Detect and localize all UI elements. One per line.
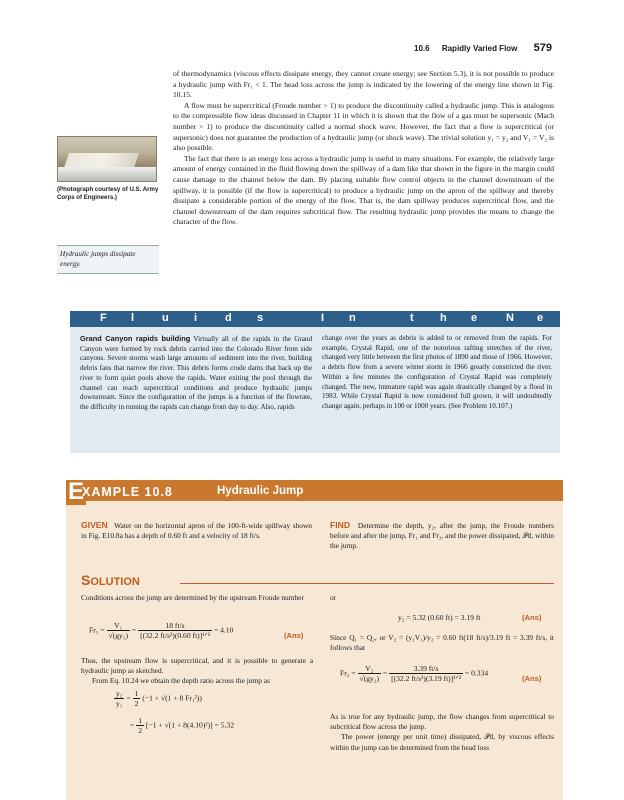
fr2-denominator-1: √(gy₂) — [359, 674, 379, 683]
depth-ratio-equation: $\frac{\text{y₂}}{\text{y₁}}$ = $\frac{1}{2}$ (−1 + √(1 + 8 Fr₁²)) — [116, 689, 202, 708]
fr1-fraction-1 — [107, 621, 130, 640]
since-text: Since Q₁ = Q₂, or V₂ = (y₁V₁)/y₂ = 0.60 ft(18 ft/s)/3.19 ft = 3.39 ft/s, it follows that — [330, 633, 554, 653]
depth-ratio-denominator: y₁ — [116, 699, 123, 708]
banner-letter: t — [410, 312, 414, 324]
body-text — [173, 69, 554, 228]
fr2-answer-tag: (Ans) — [522, 674, 542, 683]
solution-right-text — [330, 712, 554, 753]
example-big-letter: E — [68, 478, 85, 505]
half-denominator: 2 — [138, 726, 142, 735]
banner-letter: e — [471, 312, 478, 324]
fr2-fraction-1 — [358, 664, 381, 683]
depth-equation-1: (−1 + √(1 + 8 Fr₁²)) — [142, 693, 202, 703]
find-text: Determine the depth, y₂, after the jump, the Froude numbers before and after the jump, Fr₁ and Fr₂, and the power dissipated, 𝒫d, within the jump. — [330, 521, 554, 551]
depth-ratio-equation-2: = $\frac{1}{2}$ [−1 + √(1 + 8(4.10)²)] = 5.32 — [130, 716, 235, 735]
depth-ratio-numerator: y₂ — [116, 689, 123, 698]
section-number: 10.6 — [414, 44, 430, 53]
banner-letter: F — [100, 312, 107, 324]
news-column-1 — [80, 334, 312, 413]
solution-heading — [81, 572, 140, 588]
solution-paragraph-2: Thus, the upstream flow is supercritical, and it is possible to generate a hydraulic jump as sketched. — [81, 656, 313, 676]
half-fraction-2 — [136, 716, 144, 735]
banner-letter: d — [225, 312, 232, 324]
solution-rest: OLUTION — [90, 576, 140, 588]
fr1-answer-tag: (Ans) — [284, 631, 304, 640]
banner-letter: u — [162, 312, 169, 324]
fr1-result: = 4.10 — [213, 625, 234, 635]
half-fraction — [133, 689, 141, 708]
solution-text-2 — [81, 656, 313, 687]
given-section — [81, 520, 312, 541]
example-label: XAMPLE 10.8 — [82, 485, 173, 499]
page-number: 579 — [533, 42, 552, 54]
solution-right-paragraph-3: The power (energy per unit time) dissipated, 𝒫d, by viscous effects within the jump can be determined from the head loss — [330, 732, 554, 752]
solution-intro: Conditions across the jump are determined by the upstream Froude number — [81, 593, 304, 602]
depth-ratio-fraction — [114, 689, 124, 708]
half-denominator: 2 — [134, 699, 139, 708]
body-paragraph-1: of thermodynamics (viscous effects dissipate energy, they cannot create energy; see Section 5.3), it is not possible to produce a hydraulic jump with Fr₁ < 1. The head loss across the jump is indicated by the lowering of the energy line shown in Fig. 10.15. — [173, 69, 554, 100]
banner-letter: l — [131, 312, 135, 324]
fr2-denominator-2: [(32.2 ft/s²)(3.19 ft)]¹ᐟ² — [391, 674, 462, 683]
banner-letter: N — [506, 312, 514, 324]
banner-letter: h — [440, 312, 447, 324]
fr1-denominator-2: [(32.2 ft/s²)(0.60 ft)]¹ᐟ² — [140, 631, 211, 640]
tailwater-shape — [58, 167, 156, 181]
news-headline: Grand Canyon rapids building — [80, 334, 191, 343]
find-section — [330, 520, 554, 552]
example-name: Hydraulic Jump — [217, 485, 304, 497]
fr1-denominator-1: √(gy₁) — [108, 631, 128, 640]
solution-first-letter: S — [81, 572, 91, 588]
banner-letter: I — [321, 312, 325, 324]
fr2-fraction-2 — [389, 664, 463, 683]
fluids-in-the-news-banner — [70, 311, 608, 327]
margin-note: Hydraulic jumps dissipate energy. — [57, 245, 159, 274]
news-column-2: change over the years as debris is added to or removed from the rapids. For example, Crystal Rapid, one of the notorious rafting stretches of the river, changed very little between the first photos of 1890 and those of 1966. However, a debris flow from a severe winter storm in 1966 greatly constricted the river. Within a few minutes the configuration of Crystal Rapid was completely changed. The new, immature rapid was again drastically changed by a flood in 1983. While Crystal Rapid is now considered full grown, it will undoubtedly change again, perhaps in 100 or 1000 years. (See Problem 10.107.) — [322, 334, 552, 410]
fr1-fraction-2 — [138, 621, 212, 640]
find-label: FIND — [330, 520, 351, 530]
section-title: Rapidly Varied Flow — [441, 44, 518, 53]
depth-equation-2: [−1 + √(1 + 8(4.10)²)] = 5.32 — [145, 720, 235, 730]
fr2-result: = 0.334 — [464, 668, 489, 678]
half-numerator: 1 — [134, 689, 139, 698]
half-numerator: 1 — [138, 716, 142, 725]
given-text: Water on the horizontal apron of the 100-ft-wide spillway shown in Fig. E10.8a has a depth of 0.60 ft and a velocity of 18 ft/s. — [81, 521, 313, 541]
banner-letter: e — [537, 312, 544, 324]
solution-paragraph-3: From Eq. 10.24 we obtain the depth ratio across the jump as — [92, 676, 270, 686]
or-text: or — [330, 593, 337, 602]
fr1-lhs: Fr₁ = — [89, 625, 105, 635]
banner-letter: i — [194, 312, 198, 324]
running-header — [414, 42, 552, 54]
fr2-equation: Fr₂ = $\frac{\text{V₂}}{\text{√(gy₂)}}$ = $\frac{3.39 ft/s}{\text{[(32.2 ft/s²)(3.19 ft)]¹ᐟ²}}$ = 0.334 — [340, 664, 489, 683]
fr2-numerator-1: V₂ — [365, 664, 374, 673]
dam-spillway-photo — [57, 136, 157, 182]
fr1-numerator-1: V₁ — [114, 621, 123, 630]
photo-caption: (Photograph courtesy of U.S. Army Corps of Engineers.) — [57, 186, 159, 201]
y2-answer-tag: (Ans) — [522, 613, 542, 622]
banner-letter: w — [567, 312, 576, 324]
banner-letter: n — [349, 312, 356, 324]
given-label: GIVEN — [81, 520, 108, 530]
news-column-1-text: Virtually all of the rapids in the Grand Canyon were formed by rock debris carried into the Colorado River from side canyons. Severe storms wash large amounts of sediment into the river, building debris fans that narrow the river. This debris forms crude dams that back up the river to form quiet pools above the rapids. Water exiting the pool through the channel can reach supercritical conditions and produce hydraulic jumps downstream. Since the configuration of the jumps is a function of the flowrate, the difficulty in running the rapids can change from day to day. Also, rapids — [80, 335, 312, 411]
fr1-numerator-2: 18 ft/s — [165, 621, 185, 630]
body-paragraph-2: A flow must be supercritical (Froude number > 1) to produce the discontinuity called a hydraulic jump. This is analogous to the compressible flow ideas discussed in Chapter 11 in which it is shown that the flow of a gas must be supersonic (Mach number > 1) to produce the discontinuity called a normal shock wave. However, the fact that a flow is supercritical (or supersonic) does not guarantee the production of a hydraulic jump (or shock wave). The trivial solution y₁ = y₂ and V₁ = V₂ is also possible. — [173, 100, 554, 153]
solution-rule — [180, 583, 554, 584]
banner-letter: s — [257, 312, 264, 324]
fr2-lhs: Fr₂ = — [340, 668, 356, 678]
solution-right-paragraph-2: As is true for any hydraulic jump, the flow changes from supercritical to subcritical flow across the jump. — [330, 712, 554, 732]
fr2-numerator-2: 3.39 ft/s — [413, 664, 439, 673]
banner-letter: s — [601, 312, 608, 324]
body-paragraph-3: The fact that there is an energy loss across a hydraulic jump is useful in many situations. For example, the relatively large amount of energy contained in the fluid flowing down the spillway of a dam like that shown in the figure in the margin could cause damage to the channel below the dam. By placing suitable flow control objects in the channel downstream of the spillway, it is possible (if the flow is supercritical) to produce a hydraulic jump on the apron of the spillway and thereby dissipate a considerable portion of the energy of the flow. That is, the dam spillway produces supercritical flow, and the channel downstream of the dam requires subcritical flow. The resulting hydraulic jump provides the means to change the character of the flow. — [173, 153, 554, 227]
y2-equation: y₂ = 5.32 (0.60 ft) = 3.19 ft — [398, 613, 481, 622]
fr1-equation: Fr₁ = $\frac{\text{V₁}}{\text{√(gy₁)}}$ = $\frac{18 ft/s}{\text{[(32.2 ft/s²)(0.60 ft)]¹ᐟ²}}$ = 4.10 — [89, 621, 234, 640]
